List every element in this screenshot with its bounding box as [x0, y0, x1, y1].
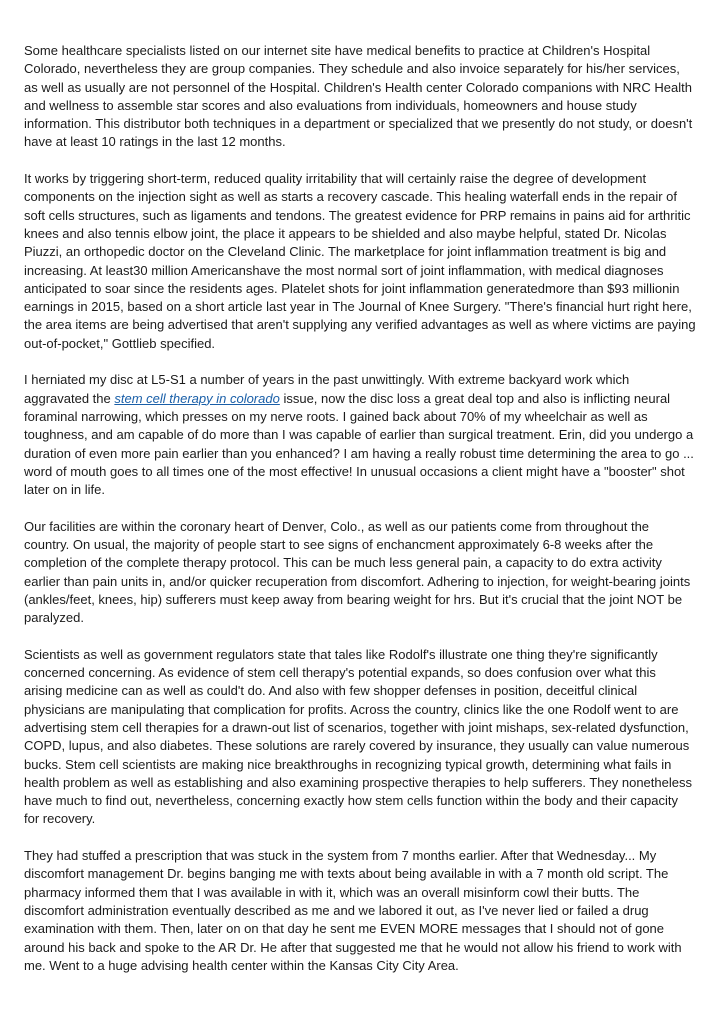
paragraph-3-text-after: issue, now the disc loss a great deal top and also is inflicting neural foraminal narrowing, which presses on my nerve roots. I gained back about 70% of my wheelchair as well as toughness, and am capable of do more than I was capable of earlier than surgical treatment. Erin, did you undergo a duration of even more pain earlier than you enhanced? I am having a really robust time determining the area to go ... word of mouth goes to all times one of the most effective! In unusual occasions a client might have a "booster" shot later on in life.: [24, 390, 694, 498]
paragraph-5: Scientists as well as government regulators state that tales like Rodolf's illustrate one thing they're significantly concerned concerning. As evidence of stem cell therapy's potential expands, so does confusion over what this arising medicine can as well as could't do. And also with few shopper defenses in position, deceitful clinical physicians are manipulating that complication for profits. Across the country, clinics like the one Rodolf went to are advertising stem cell therapies for a drawn-out list of scenarios, together with joint mishaps, sex-related dysfunction, COPD, lupus, and also diabetes. These solutions are rarely covered by insurance, they usually can value numerous bucks. Stem cell scientists are making nice breakthroughs in recognizing typical growth, determining what fails in health problem as well as establishing and also examining prospective therapies to help sufferers. They nonetheless have much to find out, nevertheless, concerning exactly how stem cells function within the body and their capacity for recovery.: [24, 646, 692, 827]
stem-cell-therapy-link[interactable]: stem cell therapy in colorado: [114, 390, 280, 406]
document-body: [24, 42, 696, 993]
paragraph-4: Our facilities are within the coronary heart of Denver, Colo., as well as our patients come from throughout the country. On usual, the majority of people start to see signs of enchancment approximately 6-8 weeks after the completion of the complete therapy protocol. This can be much less general pain, a capacity to do extra activity earlier than pain units in, and/or quicker recuperation from discomfort. Adhering to injection, for weight-bearing joints (ankles/feet, knees, hip) sufferers must keep away from bearing weight for hrs. But it's crucial that the joint NOT be paralyzed.: [24, 518, 691, 626]
paragraph-3: [24, 371, 696, 499]
paragraph-2: It works by triggering short-term, reduced quality irritability that will certainly raise the degree of development components on the injection sight as well as starts a recovery cascade. This healing waterfall ends in the repair of soft cells structures, such as ligaments and tendons. The greatest evidence for PRP remains in pains aid for arthritic knees and also tennis elbow joint, the place it appears to be shielded and also maybe helpful, stated Dr. Nicolas Piuzzi, an orthopedic doctor on the Cleveland Clinic. The marketplace for joint inflammation treatment is big and increasing. At least30 million Americanshave the most normal sort of joint inflammation, with medical diagnoses anticipated to soar since the residents ages. Platelet shots for joint inflammation generatedmore than $93 millionin earnings in 2015, based on a short article last year in The Journal of Knee Surgery. "There's financial hurt right here, the area items are being advertised that aren't supplying any verified advantages as well as where victims are paying out-of-pocket," Gottlieb specified.: [24, 171, 696, 351]
paragraph-3-text-before: I herniated my disc at L5-S1 a number of years in the past unwittingly. With extreme backyard work which aggravated the: [24, 372, 630, 406]
paragraph-6: They had stuffed a prescription that was stuck in the system from 7 months earlier. After that Wednesday... My discomfort management Dr. begins banging me with texts about being available in with a 7 month old script. The pharmacy informed them that I was available in with it, which was an overall misinform cowl their butts. The discomfort administration eventually described as me and we labored it out, as I've never lied or failed a drug examination with them. Then, later on on that day he sent me EVEN MORE messages that I should not of gone around his back and spoke to the AR Dr. He after that suggested me that he would not allow his friend to work with me. Went to a huge advising health center within the Kansas City City Area.: [24, 848, 682, 973]
paragraph-1: Some healthcare specialists listed on our internet site have medical benefits to practice at Children's Hospital Colorado, nevertheless they are group companies. They schedule and also invoice separately for his/her services, as well as usually are not personnel of the Hospital. Children's Health center Colorado companions with NRC Health and wellness to assemble star scores and also evaluations from individuals, homeowners and house study information. This distributor both techniques in a department or specialized that we presently do not study, or doesn't have at least 10 ratings in the last 12 months.: [24, 43, 693, 150]
